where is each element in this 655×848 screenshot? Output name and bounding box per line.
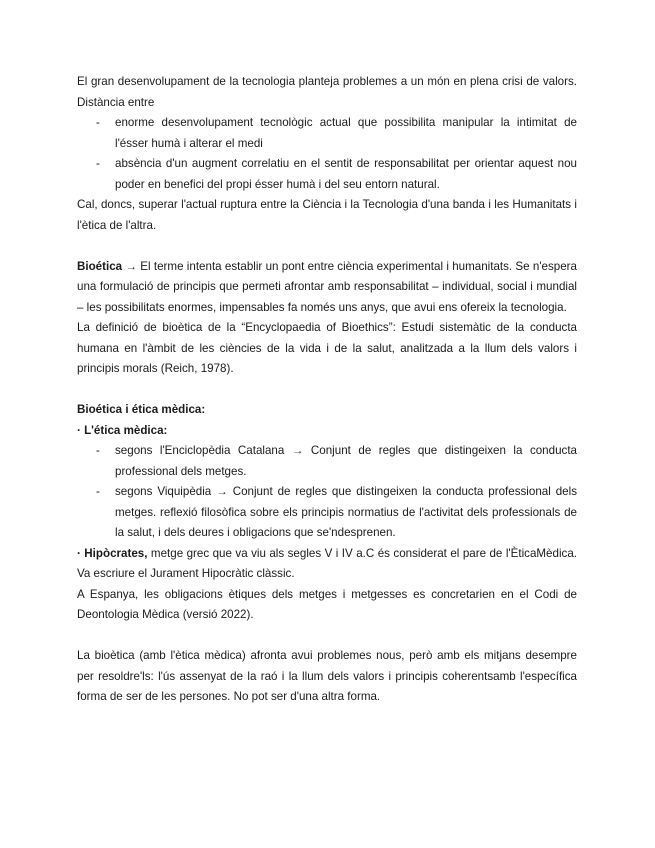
list-item bbox=[77, 482, 577, 544]
hipocrates-paragraph bbox=[77, 544, 577, 585]
list-item-text: absència d'un augment correlatiu en el sentit de responsabilitat per orientar aquest nou poder en benefici del propi ésser humà i del seu entorn natural. bbox=[115, 157, 577, 191]
list-dash: - bbox=[96, 157, 100, 170]
list-item bbox=[77, 441, 577, 482]
list-dash: - bbox=[96, 485, 100, 498]
list-item bbox=[77, 154, 577, 195]
list-dash: - bbox=[96, 116, 100, 129]
intro-list bbox=[77, 113, 577, 195]
bioetica-definition bbox=[77, 257, 577, 319]
list-item-text: enorme desenvolupament tecnològic actual que possibilita manipular la intimitat de l'ésser humà i alterar el medi bbox=[115, 116, 577, 150]
spacer bbox=[77, 236, 577, 257]
list-dash: - bbox=[96, 444, 100, 457]
encyclopaedia-definition: La definició de bioètica de la “Encyclopaedia of Bioethics”: Estudi sistemàtic de la conducta humana en l'àmbit de les ciències de la vida i de la salut, analitzada a la llum dels valors i principis morals (Reich, 1978). bbox=[77, 321, 577, 375]
list-item bbox=[77, 113, 577, 154]
spacer bbox=[77, 626, 577, 647]
subheading-text: · L'ética mèdica: bbox=[77, 423, 168, 437]
closing-paragraph: La bioètica (amb l'ètica mèdica) afronta avui problemes nous, però amb els mitjans desempre per resoldre'ls: l'ús assenyat de la raó i la llum dels valors i principis coherentsamb l'específica forma de ser de les persones. No pot ser d'una altra forma. bbox=[77, 649, 577, 703]
subheading bbox=[77, 421, 577, 442]
bioetica-definition-text: El terme intenta establir un pont entre ciència experimental i humanitats. Se n'espera una formulació de principis que permeti afrontar amb responsabilitat – individual, social i mundial – les possibilitats enormes, impensables fa només uns anys, que avui ens ofereix la tecnologia. bbox=[77, 259, 577, 314]
bioetica-term: Bioética bbox=[77, 259, 123, 273]
list-item-text: segons Viquipèdia → Conjunt de regles que distingeixen la conducta professional dels metges. reflexió filosòfica sobre els principis normatius de l'activitat dels professionals de la salut, i dels deures i obligacions que se'ndesprenen. bbox=[115, 485, 577, 539]
espanya-paragraph: A Espanya, les obligacions ètiques dels metges i metgesses es concretarien en el Codi de Deontologia Mèdica (versió 2022). bbox=[77, 587, 577, 621]
section-heading bbox=[77, 400, 577, 421]
hipocrates-label: · Hipòcrates, bbox=[77, 546, 148, 560]
document-body bbox=[77, 72, 577, 708]
hipocrates-text: metge grec que va viu als segles V i IV a.C és considerat el pare de l'ÈticaMèdica. Va escriure el Jurament Hipocràtic clàssic. bbox=[77, 546, 577, 580]
intro-conclusion: Cal, doncs, superar l'actual ruptura entre la Ciència i la Tecnologia d'una banda i les Humanitats i l'ètica de l'altra. bbox=[77, 198, 577, 232]
spacer bbox=[77, 380, 577, 401]
list-item-text: segons l'Enciclopèdia Catalana → Conjunt de regles que distingeixen la conducta professional dels metges. bbox=[115, 444, 577, 478]
etica-medica-list bbox=[77, 441, 577, 544]
arrow: → bbox=[125, 259, 137, 273]
intro-paragraph: El gran desenvolupament de la tecnologia planteja problemes a un món en plena crisi de valors. Distància entre bbox=[77, 75, 577, 109]
section-heading-text: Bioética i ética mèdica: bbox=[77, 403, 206, 416]
